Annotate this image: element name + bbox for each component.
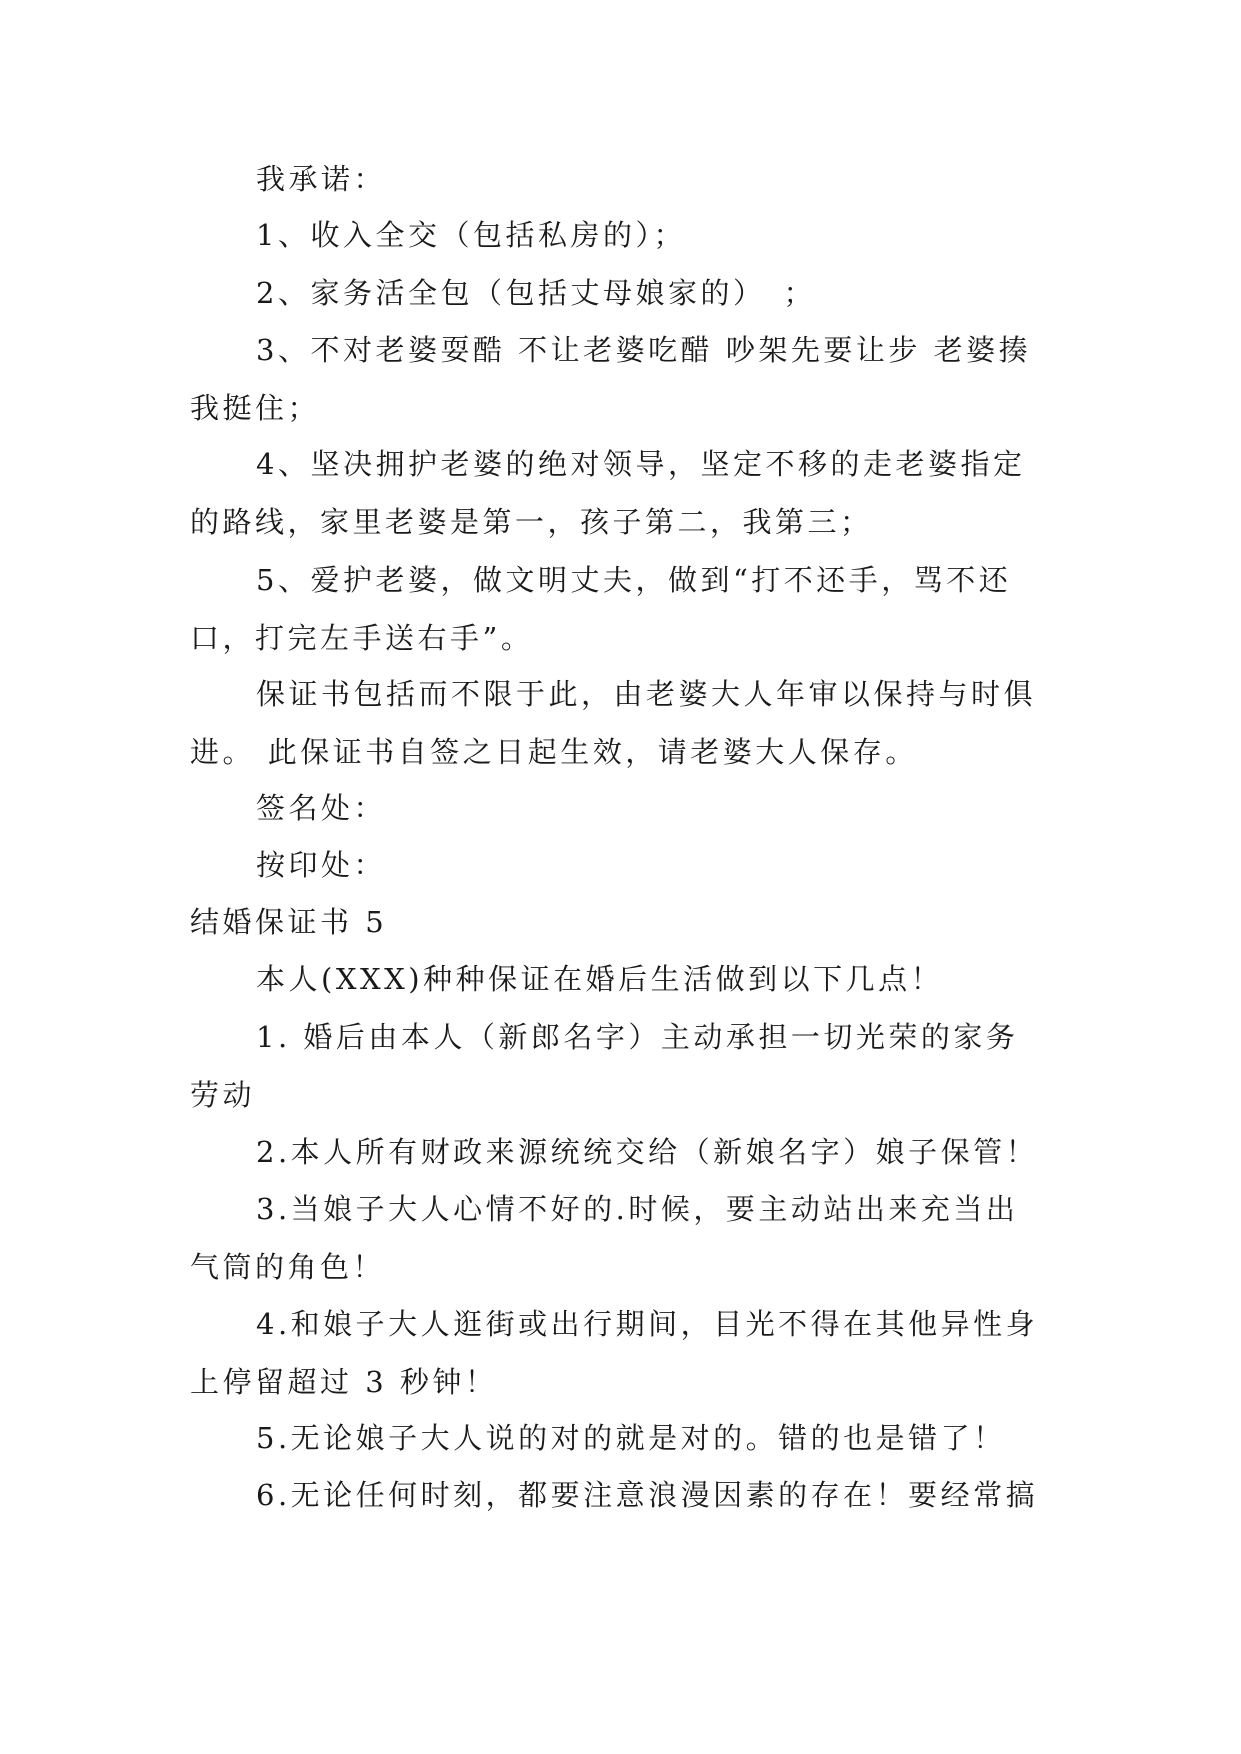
signature-label: 签名处：: [256, 791, 387, 825]
section-item-4: 4.和娘子大人逛街或出行期间，目光不得在其他异性身上停留超过 3 秒钟！: [190, 1307, 1039, 1399]
promise-item-1: 1、收入全交（包括私房的）；: [256, 218, 686, 252]
section-item-5: 5.无论娘子大人说的对的就是对的。错的也是错了！: [256, 1421, 1006, 1455]
promise-item-3: 3、不对老婆耍酷 不让老婆吃醋 吵架先要让步 老婆揍我挺住；: [190, 333, 1032, 425]
section-item-2: 2.本人所有财政来源统统交给（新娘名字）娘子保管！: [256, 1135, 1039, 1169]
section-title: 结婚保证书 5: [190, 905, 388, 939]
guarantee-scope: 保证书包括而不限于此，由老婆大人年审以保持与时俱进。 此保证书自签之日起生效，请老婆大人保存。: [190, 677, 1037, 769]
section-item-1: 1. 婚后由本人（新郎名字）主动承担一切光荣的家务劳动: [190, 1020, 1019, 1112]
promise-item-4: 4、坚决拥护老婆的绝对领导，坚定不移的走老婆指定的路线，家里老婆是第一，孩子第二，我第三；: [190, 447, 1026, 539]
section-item-6: 6.无论任何时刻，都要注意浪漫因素的存在！要经常搞: [256, 1478, 1039, 1512]
fingerprint-label: 按印处：: [256, 848, 387, 882]
promise-intro: 我承诺：: [256, 162, 387, 196]
section-item-3: 3.当娘子大人心情不好的.时候，要主动站出来充当出气筒的角色！: [190, 1192, 1019, 1284]
promise-item-2: 2、家务活全包（包括丈母娘家的） ；: [256, 276, 816, 310]
promise-item-5: 5、爱护老婆，做文明丈夫，做到“打不还手，骂不还口，打完左手送右手”。: [190, 563, 1012, 655]
section-intro: 本人(XXX)种种保证在婚后生活做到以下几点！: [256, 962, 944, 996]
